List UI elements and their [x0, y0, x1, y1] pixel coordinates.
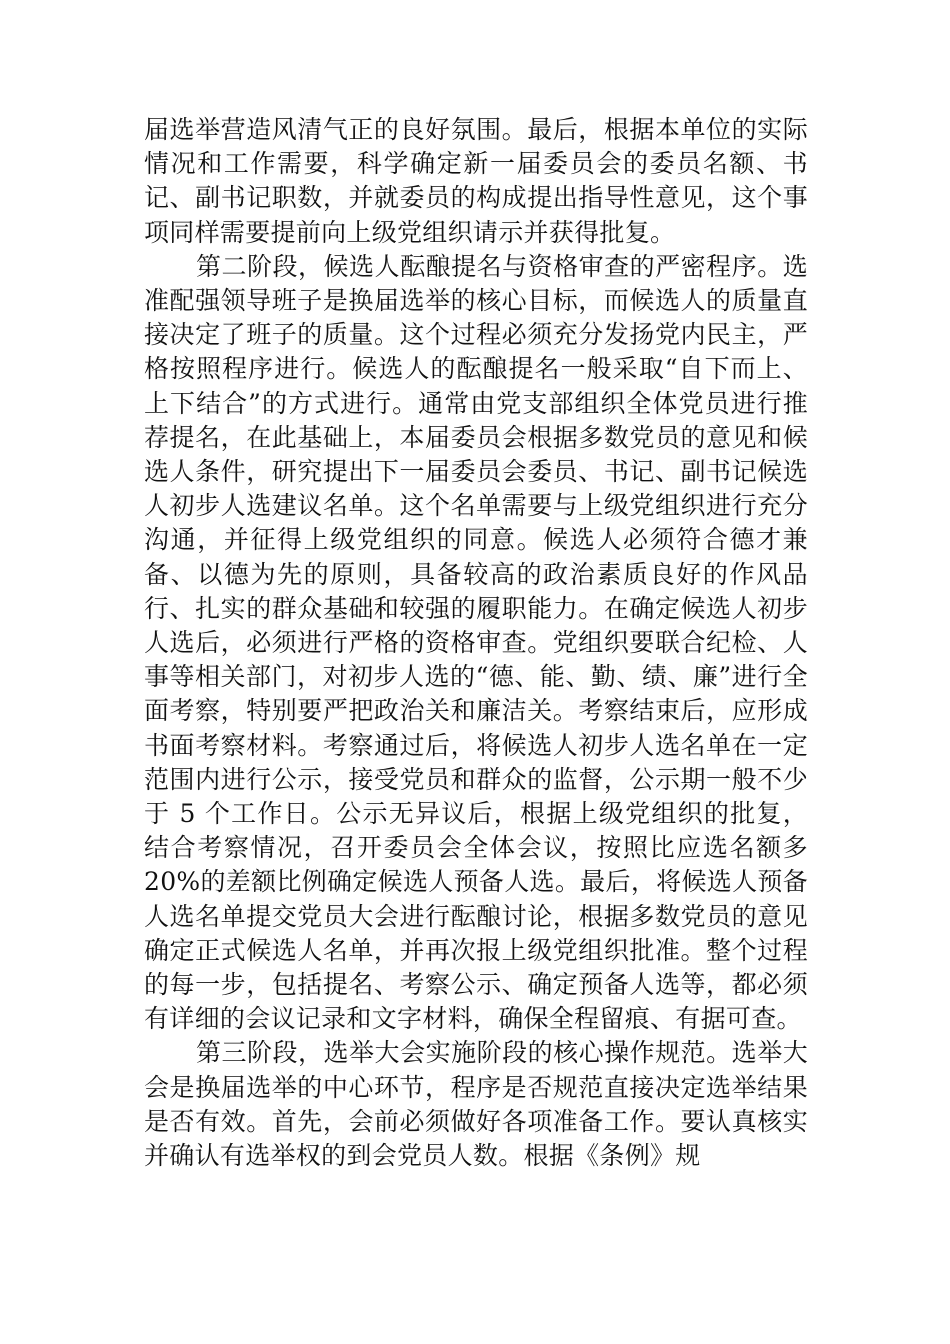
paragraph-3: 第三阶段，选举大会实施阶段的核心操作规范。选举大会是换届选举的中心环节，程序是否规范直接决定选举结果是否有效。首先，会前必须做好各项准备工作。要认真核实并确认有选举权的到会党员人数。根据《条例》规	[144, 1038, 808, 1171]
paragraph-2: 第二阶段，候选人酝酿提名与资格审查的严密程序。选准配强领导班子是换届选举的核心目标，而候选人的质量直接决定了班子的质量。这个过程必须充分发扬党内民主，严格按照程序进行。候选人的酝酿提名一般采取“自下而上、上下结合”的方式进行。通常由党支部组织全体党员进行推荐提名，在此基础上，本届委员会根据多数党员的意见和候选人条件，研究提出下一届委员会委员、书记、副书记候选人初步人选建议名单。这个名单需要与上级党组织进行充分沟通，并征得上级党组织的同意。候选人必须符合德才兼备、以德为先的原则，具备较高的政治素质良好的作风品行、扎实的群众基础和较强的履职能力。在确定候选人初步人选后，必须进行严格的资格审查。党组织要联合纪检、人事等相关部门，对初步人选的“德、能、勤、绩、廉”进行全面考察，特别要严把政治关和廉洁关。考察结束后，应形成书面考察材料。考察通过后，将候选人初步人选名单在一定范围内进行公示，接受党员和群众的监督，公示期一般不少于 5 个工作日。公示无异议后，根据上级党组织的批复，结合考察情况，召开委员会全体会议，按照比应选名额多 20%的差额比例确定候选人预备人选。最后，将候选人预备人选名单提交党员大会进行酝酿讨论，根据多数党员的意见确定正式候选人名单，并再次报上级党组织批准。整个过程的每一步，包括提名、考察公示、确定预备人选等，都必须有详细的会议记录和文字材料，确保全程留痕、有据可查。	[144, 251, 808, 1034]
paragraph-1: 届选举营造风清气正的良好氛围。最后，根据本单位的实际情况和工作需要，科学确定新一届委员会的委员名额、书记、副书记职数，并就委员的构成提出指导性意见，这个事项同样需要提前向上级党组织请示并获得批复。	[144, 115, 808, 247]
document-body	[144, 113, 808, 1173]
